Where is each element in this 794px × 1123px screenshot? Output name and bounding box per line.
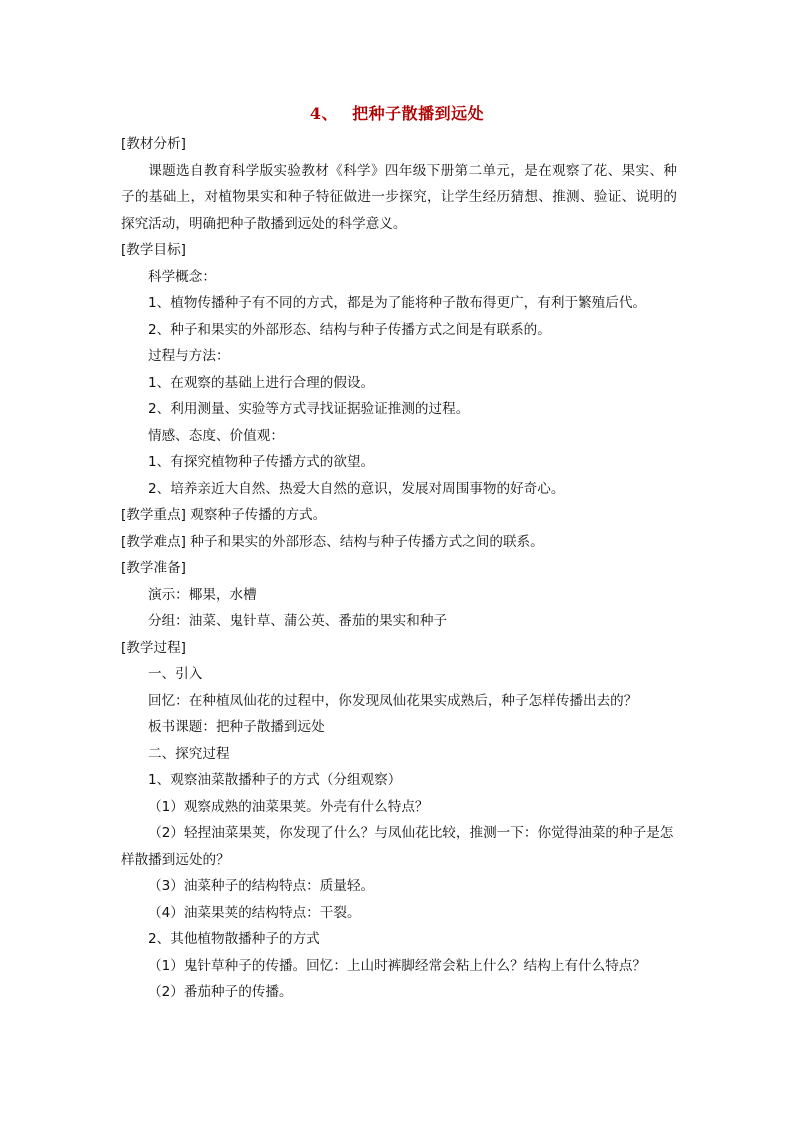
difficulty-point: [教学难点] 种子和果实的外部形态、结构与种子传播方式之间的联系。 xyxy=(121,533,544,550)
recall-question: 回忆：在种植凤仙花的过程中，你发现凤仙花果实成熟后，种子怎样传播出去的？ xyxy=(148,692,638,709)
prep-group: 分组：油菜、鬼针草、蒲公英、番茄的果实和种子 xyxy=(148,613,448,629)
goals-header: [教学目标] xyxy=(121,242,186,258)
process-method-item-1: 1、在观察的基础上进行合理的假设。 xyxy=(148,374,375,391)
analysis-body: 课题选自教育科学版实验教材《科学》四年级下册第二单元，是在观察了花、果实、种子的基础上，对植物果实和种子特征做进一步探究，让学生经历猜想、推测、验证、说明的探究活动，明确把种子散播到远处的科学意义。 xyxy=(121,162,677,232)
prep-header: [教学准备] xyxy=(121,560,186,576)
attitude-item-2: 2、培养亲近大自然、热爱大自然的意识，发展对周围事物的好奇心。 xyxy=(148,480,565,497)
explore-item-1-1: （1）观察成熟的油菜果荚。外壳有什么特点？ xyxy=(148,798,429,815)
document-body xyxy=(121,131,677,1006)
title-text: 把种子散播到远处 xyxy=(352,104,485,123)
explore-item-2-1: （1）鬼针草种子的传播。回忆：上山时裤脚经常会粘上什么？结构上有什么特点？ xyxy=(148,957,647,974)
prep-demo: 演示：椰果，水槽 xyxy=(148,586,257,603)
explore-item-1-2: （2）轻捏油菜果荚，你发现了什么？与凤仙花比较，推测一下：你觉得油菜的种子是怎样散播到远处的？ xyxy=(121,825,674,868)
step-explore: 二、探究过程 xyxy=(148,745,230,762)
attitude-item-1: 1、有探究植物种子传播方式的欲望。 xyxy=(148,454,375,470)
key-point: [教学重点] 观察种子传播的方式。 xyxy=(121,507,327,523)
attitude-label: 情感、态度、价值观： xyxy=(148,427,284,444)
explore-item-1-3: （3）油菜种子的结构特点：质量轻。 xyxy=(148,878,375,894)
board-title: 板书课题：把种子散播到远处 xyxy=(148,719,325,735)
title-number: 4、 xyxy=(309,104,339,123)
explore-item-1-4: （4）油菜果荚的结构特点：干裂。 xyxy=(148,904,361,921)
concept-item-2: 2、种子和果实的外部形态、结构与种子传播方式之间是有联系的。 xyxy=(148,321,551,338)
explore-item-1: 1、观察油菜散播种子的方式（分组观察） xyxy=(148,772,402,788)
document-title xyxy=(0,101,794,124)
step-intro: 一、引入 xyxy=(148,666,203,682)
explore-item-2-2: （2）番茄种子的传播。 xyxy=(148,984,293,1000)
analysis-header: [教材分析] xyxy=(121,136,186,152)
process-method-label: 过程与方法： xyxy=(148,348,230,364)
explore-item-2: 2、其他植物散播种子的方式 xyxy=(148,931,320,947)
concept-item-1: 1、植物传播种子有不同的方式，都是为了能将种子散布得更广，有利于繁殖后代。 xyxy=(148,295,647,311)
process-method-item-2: 2、利用测量、实验等方式寻找证据验证推测的过程。 xyxy=(148,401,470,417)
concept-label: 科学概念： xyxy=(148,268,216,285)
teaching-process-header: [教学过程] xyxy=(121,639,186,656)
